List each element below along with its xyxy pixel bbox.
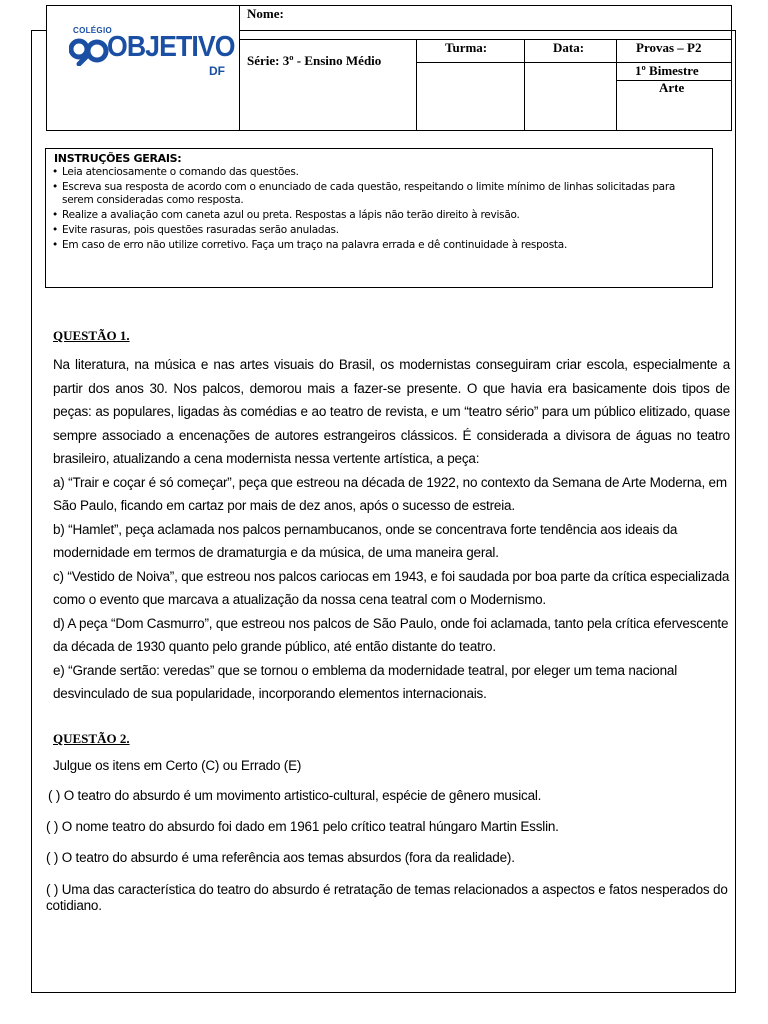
provas-label: Provas – P2 bbox=[636, 40, 702, 55]
instruction-item: • Leia atenciosamente o comando das questões. bbox=[52, 166, 704, 179]
question-1-option-d: d) A peça “Dom Casmurro”, que estreou nos palcos de São Paulo, onde foi aclamada, tanto pela crítica efervescente da década de 1930 quanto pelo grande público, até então distante do teatro. bbox=[53, 615, 729, 654]
question-1-title: QUESTÃO 1. bbox=[53, 328, 130, 343]
instructions-title: INSTRUÇÕES GERAIS: bbox=[54, 152, 182, 165]
logo-region-text: DF bbox=[209, 64, 225, 78]
nome-label: Nome: bbox=[247, 6, 284, 21]
question-2-item: ( ) O teatro do absurdo é um movimento artistico-cultural, espécie de gênero musical. bbox=[48, 788, 542, 803]
question-2-item: ( ) Uma das característica do teatro do absurdo é retratação de temas relacionados a aspectos e fatos nesperados do cotidiano. bbox=[46, 882, 728, 913]
data-label: Data: bbox=[553, 40, 585, 55]
question-1-option-a: a) “Trair e coçar é só começar”, peça que estreou na década de 1922, no contexto da Semana de Arte Moderna, em São Paulo, ficando em cartaz por mais de dez anos, após o sucesso de estreia. bbox=[53, 474, 727, 513]
instructions-list bbox=[52, 166, 704, 254]
instruction-item: • Realize a avaliação com caneta azul ou preta. Respostas a lápis não terão direito à revisão. bbox=[52, 209, 704, 222]
exam-header bbox=[46, 5, 732, 131]
question-2-item: ( ) O nome teatro do absurdo foi dado em 1961 pelo crítico teatral húngaro Martin Esslin. bbox=[46, 819, 559, 834]
disciplina-label: Arte bbox=[659, 80, 685, 95]
logo-cell bbox=[47, 6, 240, 130]
logo-mark-icon bbox=[69, 36, 109, 66]
turma-label: Turma: bbox=[445, 40, 488, 55]
question-1-text: Na literatura, na música e nas artes visuais do Brasil, os modernistas conseguiram criar escola, especialmente a partir dos anos 30. Nos palcos, demorou mais a fazer-se presente. O que havia era basicamente dois tipos de peças: as populares, ligadas às comédias e ao teatro de revista, e um “teatro sério” para um público elitizado, quase sempre associado a encenações de autores estrangeiros clássicos. É considerada a divisora de águas no teatro brasileiro, atualizando a cena modernista nessa vertente artística, a peça: bbox=[53, 357, 730, 466]
question-2-title: QUESTÃO 2. bbox=[53, 731, 130, 746]
instructions-box bbox=[45, 148, 713, 288]
question-1-option-b: b) “Hamlet”, peça aclamada nos palcos pernambucanos, onde se concentrava forte tendência aos ideais da modernidade em termos de dramaturgia e da música, de uma maneira geral. bbox=[53, 521, 678, 560]
bimestre-label: 1º Bimestre bbox=[635, 63, 699, 78]
logo-name-text: OBJETIVO bbox=[107, 31, 235, 63]
instruction-item: • Escreva sua resposta de acordo com o enunciado de cada questão, respeitando o limite mínimo de linhas solicitadas para serem consideradas como resposta. bbox=[52, 181, 704, 207]
instruction-item: • Em caso de erro não utilize corretivo. Faça um traço na palavra errada e dê continuidade à resposta. bbox=[52, 239, 704, 252]
instruction-item: • Evite rasuras, pois questões rasuradas serão anuladas. bbox=[52, 224, 704, 237]
question-1-body bbox=[53, 353, 730, 706]
question-1-option-c: c) “Vestido de Noiva”, que estreou nos palcos cariocas em 1943, e foi saudada por boa parte da crítica especializada como o evento que marcava a atualização da nossa cena teatral com o Modernismo. bbox=[53, 568, 730, 607]
serie-label: Série: 3º - Ensino Médio bbox=[247, 53, 382, 68]
question-2-instruction: Julgue os itens em Certo (C) ou Errado (E) bbox=[53, 758, 302, 773]
school-logo bbox=[69, 26, 239, 90]
question-1-option-e: e) “Grande sertão: veredas” que se tornou o emblema da modernidade teatral, por eleger um tema nacional desvinculado de sua popularidade, incorporando elementos internacionais. bbox=[53, 662, 678, 701]
logo-colegio-text: COLÉGIO bbox=[73, 26, 112, 35]
question-2-item: ( ) O teatro do absurdo é uma referência aos temas absurdos (fora da realidade). bbox=[46, 850, 515, 865]
